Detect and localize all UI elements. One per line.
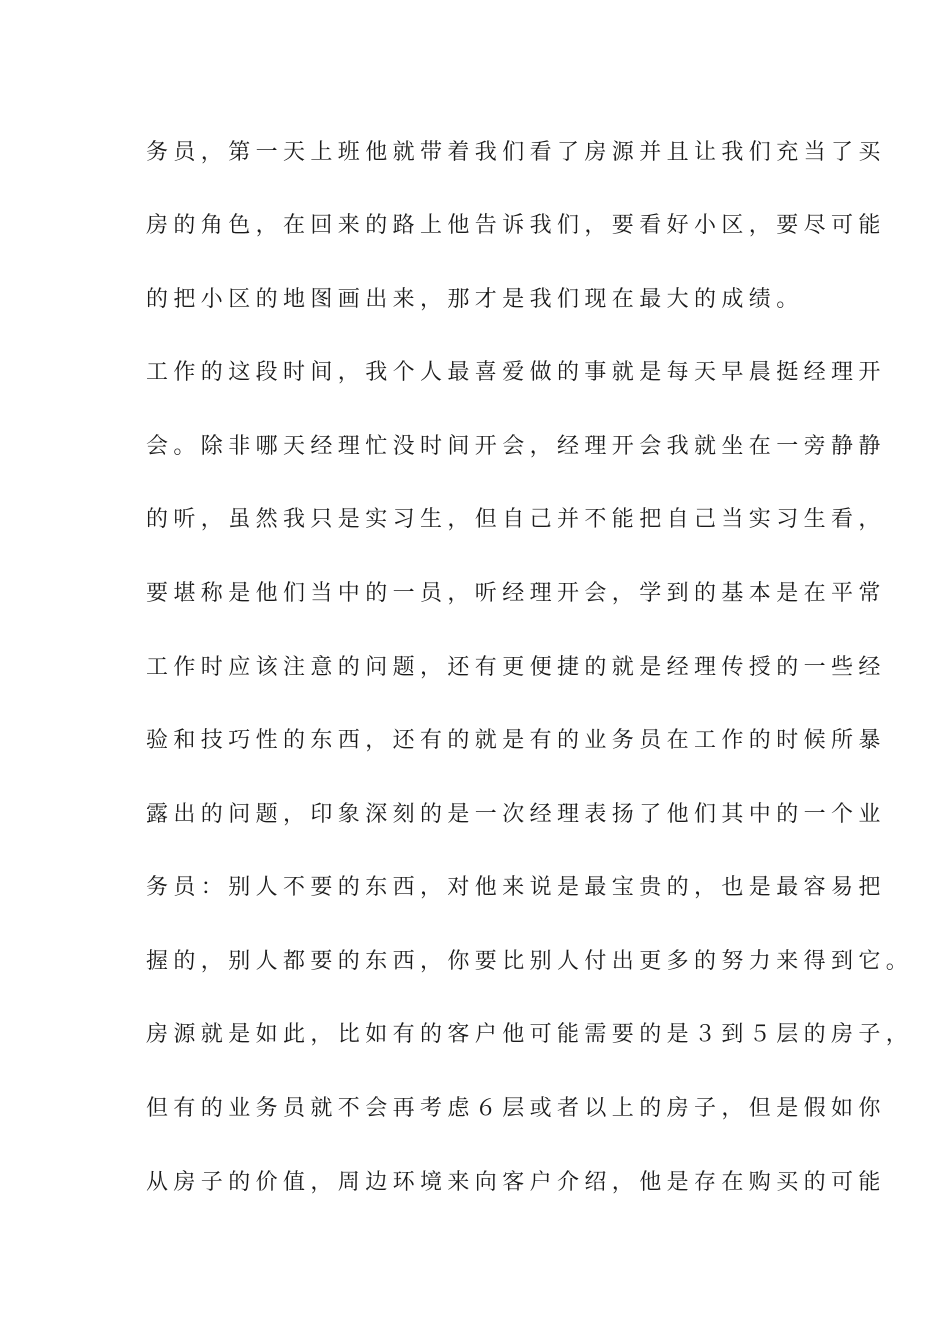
text-line: 务员：别人不要的东西，对他来说是最宝贵的，也是最容易把 [146,875,886,900]
text-line: 务员，第一天上班他就带着我们看了房源并且让我们充当了买 [146,140,886,165]
text-line: 验和技巧性的东西，还有的就是有的业务员在工作的时候所暴 [146,728,886,753]
text-line: 握的，别人都要的东西，你要比别人付出更多的努力来得到它。 [146,949,914,974]
text-line: 露出的问题，印象深刻的是一次经理表扬了他们其中的一个业 [146,802,886,827]
text-line: 工作的这段时间，我个人最喜爱做的事就是每天早晨挺经理开 [146,360,886,385]
text-line: 的听，虽然我只是实习生，但自己并不能把自己当实习生看， [146,507,886,532]
text-line: 房的角色，在回来的路上他告诉我们，要看好小区，要尽可能 [146,213,886,238]
text-line: 从房子的价值，周边环境来向客户介绍，他是存在购买的可能 [146,1170,886,1195]
text-line: 会。除非哪天经理忙没时间开会，经理开会我就坐在一旁静静 [146,434,886,459]
text-line: 的把小区的地图画出来，那才是我们现在最大的成绩。 [146,287,804,312]
text-line: 工作时应该注意的问题，还有更便捷的就是经理传授的一些经 [146,655,886,680]
text-line: 但有的业务员就不会再考虑６层或者以上的房子，但是假如你 [146,1096,886,1121]
text-line: 房源就是如此，比如有的客户他可能需要的是３到５层的房子， [146,1022,914,1047]
text-line: 要堪称是他们当中的一员，听经理开会，学到的基本是在平常 [146,581,886,606]
